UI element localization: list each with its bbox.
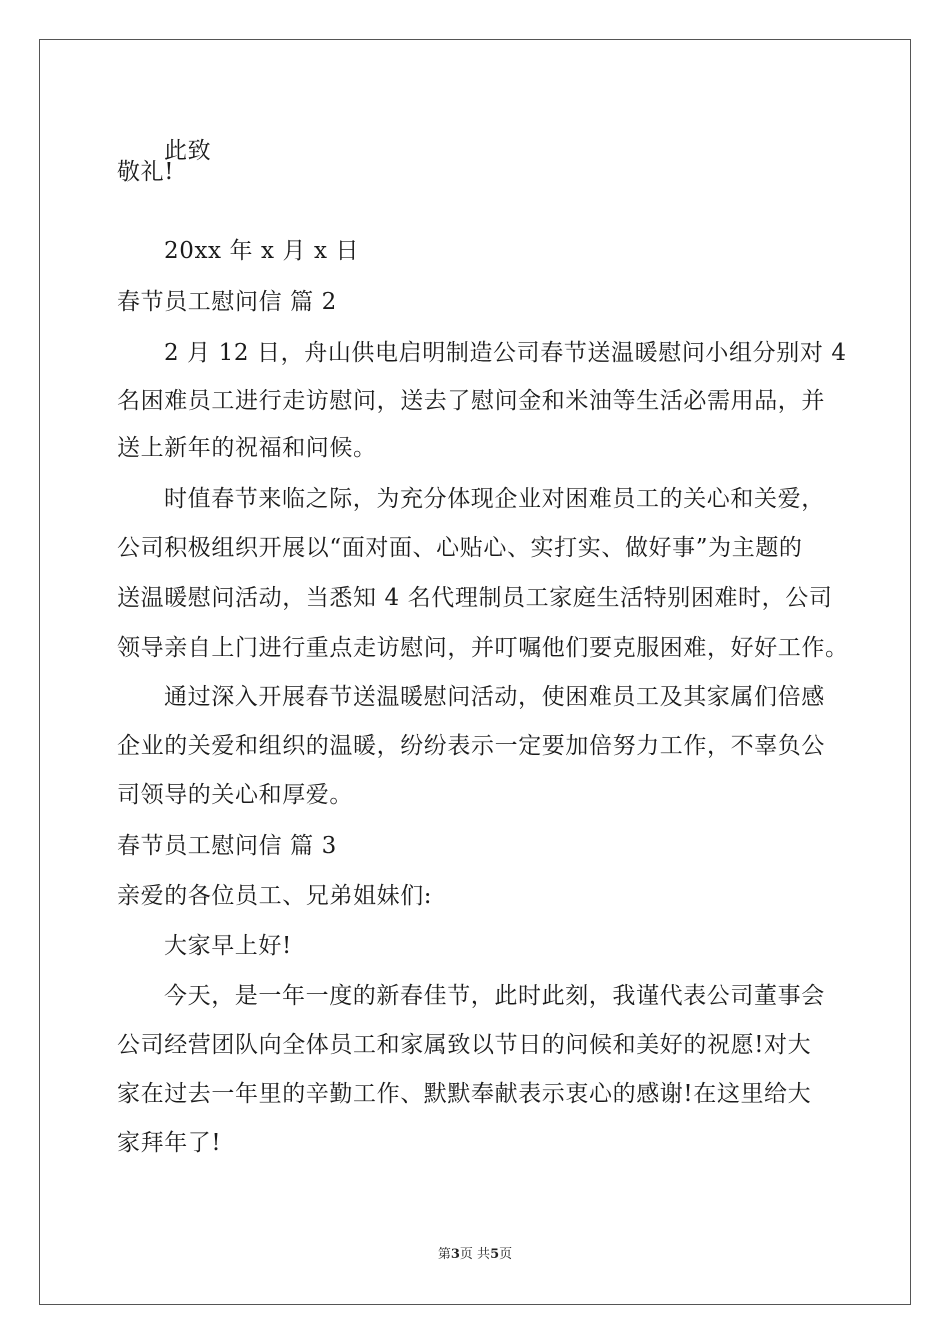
paragraph-line: 司领导的关心和厚爱。	[117, 782, 353, 808]
paragraph-line: 2 月 12 日，舟山供电启明制造公司春节送温暖慰问小组分别对 4	[164, 340, 847, 366]
section-heading: 春节员工慰问信 篇 3	[117, 833, 337, 859]
closing-line: 此致	[164, 138, 212, 164]
paragraph-line: 公司积极组织开展以“面对面、心贴心、实打实、做好事”为主题的	[117, 535, 803, 561]
salutation-line: 敬礼!	[117, 159, 175, 185]
greeting-line: 亲爱的各位员工、兄弟姐妹们:	[117, 883, 433, 909]
paragraph-line: 公司经营团队向全体员工和家属致以节日的问候和美好的祝愿!对大	[117, 1032, 812, 1058]
paragraph-line: 企业的关爱和组织的温暖，纷纷表示一定要加倍努力工作，不辜负公	[117, 733, 825, 759]
paragraph-line: 今天，是一年一度的新春佳节，此时此刻，我谨代表公司董事会	[164, 983, 825, 1009]
current-page-number: 3	[450, 1247, 460, 1262]
total-page-number: 5	[490, 1247, 500, 1262]
paragraph-line: 时值春节来临之际，为充分体现企业对困难员工的关心和关爱，	[164, 486, 825, 512]
paragraph-line: 家拜年了!	[117, 1130, 222, 1156]
footer-prefix: 第	[437, 1247, 451, 1262]
paragraph-line: 送上新年的祝福和问候。	[117, 435, 377, 461]
section-heading: 春节员工慰问信 篇 2	[117, 289, 337, 315]
paragraph-line: 通过深入开展春节送温暖慰问活动，使困难员工及其家属们倍感	[164, 684, 825, 710]
footer-mid: 页 共	[459, 1247, 491, 1262]
paragraph-line: 大家早上好!	[164, 933, 292, 959]
date-line: 20xx 年 x 月 x 日	[164, 238, 360, 264]
paragraph-line: 家在过去一年里的辛勤工作、默默奉献表示衷心的感谢!在这里给大	[117, 1081, 812, 1107]
paragraph-line: 名困难员工进行走访慰问，送去了慰问金和米油等生活必需用品，并	[117, 388, 825, 414]
paragraph-line: 送温暖慰问活动，当悉知 4 名代理制员工家庭生活特别困难时，公司	[117, 585, 833, 611]
footer-suffix: 页	[499, 1247, 513, 1262]
page-border	[39, 39, 911, 1305]
paragraph-line: 领导亲自上门进行重点走访慰问，并叮嘱他们要克服困难，好好工作。	[117, 635, 849, 661]
page-number-footer	[0, 1247, 950, 1263]
